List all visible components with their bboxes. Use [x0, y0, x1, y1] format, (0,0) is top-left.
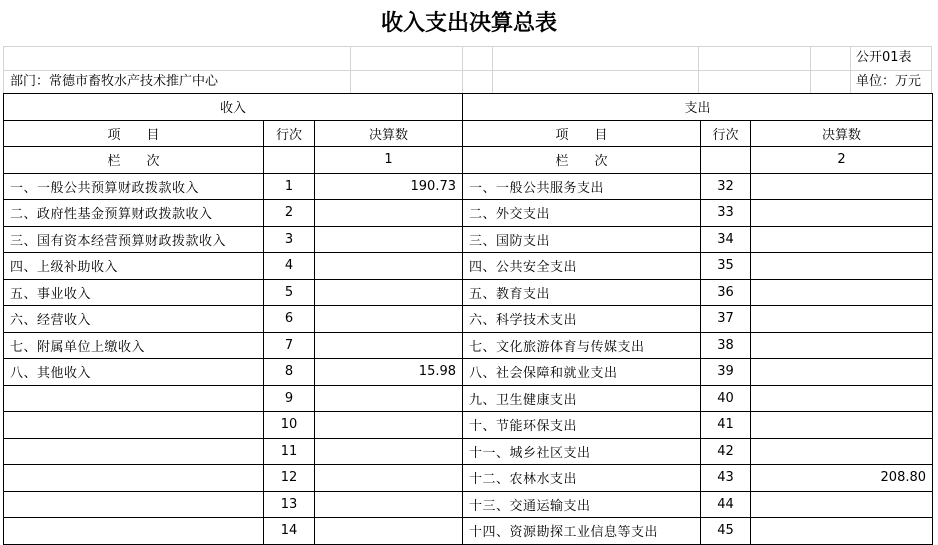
income-line-no: 9	[264, 385, 315, 412]
income-amount	[315, 438, 463, 465]
form-number: 公开01表	[856, 50, 912, 65]
expense-line-no: 41	[701, 412, 751, 439]
income-amount	[315, 412, 463, 439]
expense-item: 一、一般公共服务支出	[463, 173, 701, 200]
expense-amount	[751, 491, 933, 518]
table-row	[4, 359, 933, 386]
expense-line-no: 39	[701, 359, 751, 386]
income-amount	[315, 465, 463, 492]
sheet-gridline	[3, 46, 4, 93]
expense-item: 三、国防支出	[463, 226, 701, 253]
income-amount	[315, 306, 463, 333]
expense-item: 八、社会保障和就业支出	[463, 359, 701, 386]
income-line-no: 1	[264, 173, 315, 200]
expense-line-no: 32	[701, 173, 751, 200]
column-header-row	[4, 120, 933, 147]
expense-item: 十三、交通运输支出	[463, 491, 701, 518]
expense-amount	[751, 412, 933, 439]
expense-line-no: 34	[701, 226, 751, 253]
income-line-no: 7	[264, 332, 315, 359]
expense-line-no: 36	[701, 279, 751, 306]
income-line-no: 13	[264, 491, 315, 518]
income-line-no: 14	[264, 518, 315, 545]
income-item	[4, 438, 264, 465]
expense-line-no: 33	[701, 200, 751, 227]
expense-line-no: 40	[701, 385, 751, 412]
unit-label: 单位：万元	[856, 74, 922, 89]
expense-amount	[751, 173, 933, 200]
expense-item: 四、公共安全支出	[463, 253, 701, 280]
expense-line-no: 35	[701, 253, 751, 280]
income-line-no: 12	[264, 465, 315, 492]
expense-line-no: 45	[701, 518, 751, 545]
income-column-label: 栏 次	[4, 147, 264, 174]
income-line-no: 8	[264, 359, 315, 386]
expense-amount: 208.80	[751, 465, 933, 492]
expense-item: 十一、城乡社区支出	[463, 438, 701, 465]
column-number-row	[4, 147, 933, 174]
expense-line-no: 43	[701, 465, 751, 492]
income-amount	[315, 200, 463, 227]
expense-amount	[751, 332, 933, 359]
income-amount	[315, 385, 463, 412]
income-item: 二、政府性基金预算财政拨款收入	[4, 200, 264, 227]
department-label: 部门：常德市畜牧水产技术推广中心	[10, 74, 219, 89]
income-line-no: 2	[264, 200, 315, 227]
sheet-gridline	[698, 46, 699, 93]
income-amount-header: 决算数	[315, 120, 463, 147]
table-row	[4, 173, 933, 200]
table-row	[4, 200, 933, 227]
table-row	[4, 279, 933, 306]
table-row	[4, 491, 933, 518]
income-amount: 190.73	[315, 173, 463, 200]
expense-item: 九、卫生健康支出	[463, 385, 701, 412]
income-line-no: 10	[264, 412, 315, 439]
expense-amount	[751, 200, 933, 227]
expense-item: 二、外交支出	[463, 200, 701, 227]
sheet-gridline	[931, 46, 932, 93]
expense-amount	[751, 438, 933, 465]
table-row	[4, 412, 933, 439]
sheet-gridline	[462, 46, 463, 93]
table-row	[4, 518, 933, 545]
expense-amount	[751, 359, 933, 386]
income-expense-table	[3, 93, 933, 545]
income-line-no: 6	[264, 306, 315, 333]
income-item: 一、一般公共预算财政拨款收入	[4, 173, 264, 200]
expense-item-header: 项 目	[463, 120, 701, 147]
expense-item: 五、教育支出	[463, 279, 701, 306]
income-item: 七、附属单位上缴收入	[4, 332, 264, 359]
expense-amount	[751, 518, 933, 545]
expense-amount	[751, 385, 933, 412]
expense-item: 六、科学技术支出	[463, 306, 701, 333]
sheet-gridline	[810, 46, 811, 93]
section-header-row	[4, 94, 933, 121]
income-amount	[315, 491, 463, 518]
expense-amount	[751, 306, 933, 333]
income-item: 五、事业收入	[4, 279, 264, 306]
sheet-gridline	[3, 46, 932, 47]
income-column-blank	[264, 147, 315, 174]
expense-line-no: 38	[701, 332, 751, 359]
expense-column-label: 栏 次	[463, 147, 701, 174]
expense-item: 十二、农林水支出	[463, 465, 701, 492]
income-item: 三、国有资本经营预算财政拨款收入	[4, 226, 264, 253]
income-amount	[315, 332, 463, 359]
income-item: 六、经营收入	[4, 306, 264, 333]
income-item: 四、上级补助收入	[4, 253, 264, 280]
income-line-no: 11	[264, 438, 315, 465]
table-row	[4, 253, 933, 280]
income-line-no: 3	[264, 226, 315, 253]
income-item	[4, 465, 264, 492]
expense-line-no: 44	[701, 491, 751, 518]
income-item: 八、其他收入	[4, 359, 264, 386]
income-amount	[315, 279, 463, 306]
expense-line-no: 42	[701, 438, 751, 465]
income-amount: 15.98	[315, 359, 463, 386]
expense-item: 七、文化旅游体育与传媒支出	[463, 332, 701, 359]
income-amount	[315, 518, 463, 545]
report-title: 收入支出决算总表	[380, 10, 557, 36]
table-row	[4, 306, 933, 333]
expense-line-no: 37	[701, 306, 751, 333]
sheet-gridline	[3, 70, 932, 71]
expense-header: 支出	[463, 94, 933, 121]
sheet-gridline	[850, 46, 851, 93]
expense-column-number: 2	[751, 147, 933, 174]
income-line-no-header: 行次	[264, 120, 315, 147]
income-line-no: 4	[264, 253, 315, 280]
income-item	[4, 518, 264, 545]
table-row	[4, 332, 933, 359]
income-column-number: 1	[315, 147, 463, 174]
income-item	[4, 491, 264, 518]
expense-column-blank	[701, 147, 751, 174]
table-row	[4, 465, 933, 492]
income-item-header: 项 目	[4, 120, 264, 147]
expense-amount	[751, 226, 933, 253]
table-row	[4, 226, 933, 253]
expense-item: 十、节能环保支出	[463, 412, 701, 439]
expense-item: 十四、资源勘探工业信息等支出	[463, 518, 701, 545]
sheet-gridline	[350, 46, 351, 93]
income-header: 收入	[4, 94, 463, 121]
income-line-no: 5	[264, 279, 315, 306]
income-item	[4, 385, 264, 412]
expense-amount	[751, 279, 933, 306]
income-amount	[315, 226, 463, 253]
table-row	[4, 438, 933, 465]
expense-amount	[751, 253, 933, 280]
income-amount	[315, 253, 463, 280]
table-row	[4, 385, 933, 412]
expense-amount-header: 决算数	[751, 120, 933, 147]
expense-line-no-header: 行次	[701, 120, 751, 147]
income-item	[4, 412, 264, 439]
sheet-gridline	[492, 46, 493, 93]
